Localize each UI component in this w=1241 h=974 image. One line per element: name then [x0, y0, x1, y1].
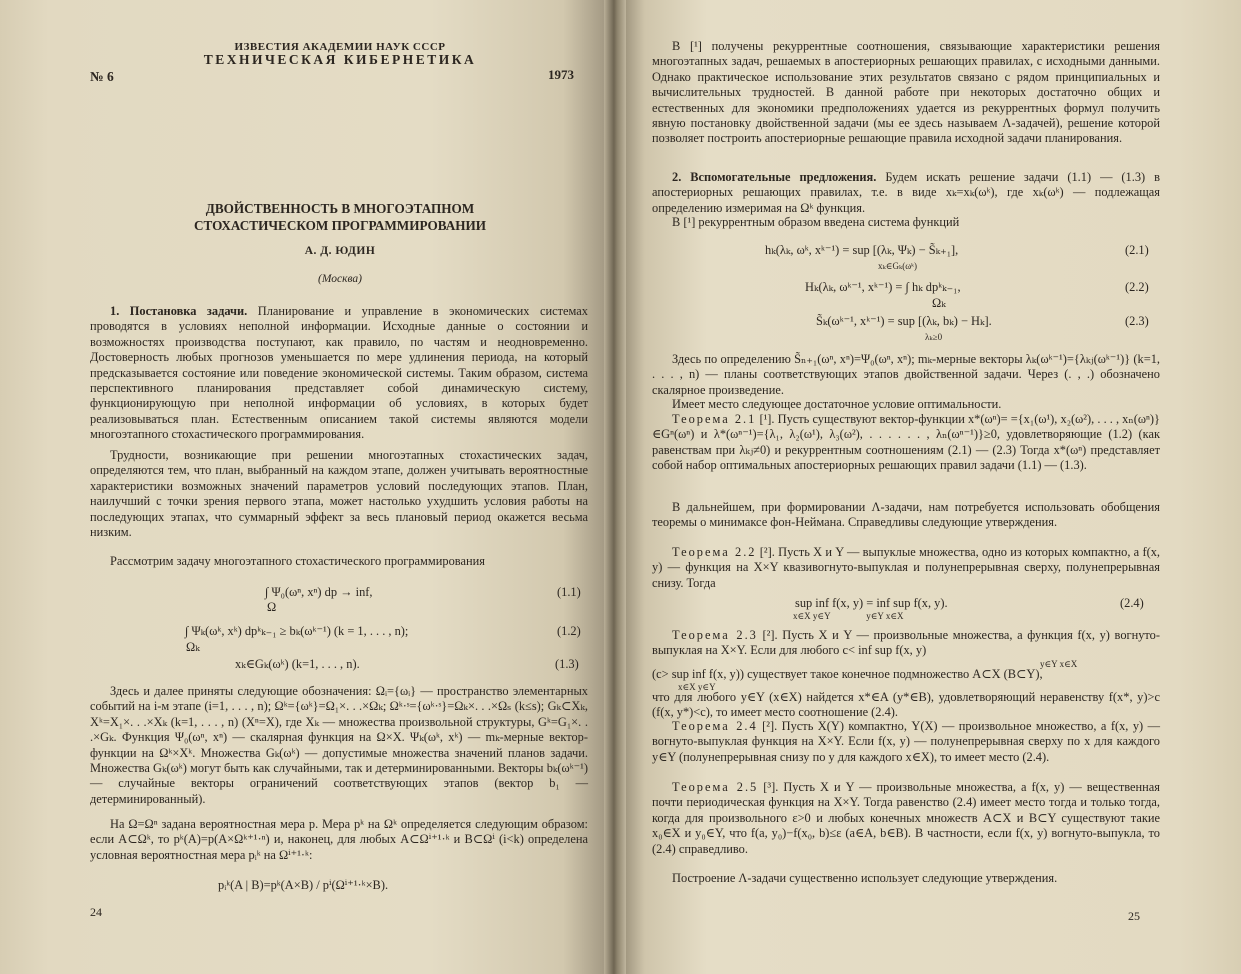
right-page [620, 0, 1241, 974]
page-number-left: 24 [90, 905, 102, 919]
page-number-right: 25 [1128, 909, 1140, 923]
equation-1-2: ∫ Ψₖ(ωᵏ, xᵏ) dpᵏₖ₋₁ ≥ bₖ(ωᵏ⁻¹) (k = 1, . . . , n); [185, 624, 409, 638]
equation-2-3: S̃ₖ(ωᵏ⁻¹, xᵏ⁻¹) = sup [(λₖ, bₖ) − Hₖ]. [816, 314, 992, 328]
journal-header: ИЗВЕСТИЯ АКАДЕМИИ НАУК СССР [234, 41, 446, 53]
equation-2-4-number: (2.4) [1120, 596, 1144, 610]
article-title-line1: ДВОЙСТВЕННОСТЬ В МНОГОЭТАПНОМ [205, 201, 475, 216]
intro-paragraph: В [¹] получены рекуррентные соотношения, связывающие характеристики решения многоэтапных задач, решаемых в апостериорных решающих правилах, с исходными данными. Однако практическое использование этих результатов связано с рядом принципиальных и вычислительных трудностей. В данной работе при некоторых достаточно общих и естественных для экономики предположениях удается из рекуррентных формул получить явную постановку двойственной задачи (мы ее здесь называем Λ-задачей), решение которой позволяет построить апостериорные решающие правила исходной задачи планирования. [652, 39, 1160, 146]
equation-2-2: Hₖ(λₖ, ωᵏ⁻¹, xᵏ⁻¹) = ∫ hₖ dpᵏₖ₋₁, [805, 280, 961, 294]
equation-2-4-subscript: x∈X y∈Y y∈Y x∈X [793, 611, 904, 621]
theorem-text: [²]. Пусть X и Y — произвольные множества, а функция f(x, y) вогнуто-выпуклая на X×Y. Если для любого c< inf sup f(x, y) [652, 628, 1160, 658]
left-page [0, 0, 612, 974]
paragraph-text: Будем искать решение задачи (1.1) — (1.3) в апостериорных решающих правилах, т.е. в виде xₖ=xₖ(ωᵏ), где xₖ(ωᵏ) — подлежащая определению измеримая на Ωᵏ функция. [652, 170, 1160, 215]
equation-1-3-number: (1.3) [555, 657, 579, 671]
section1-paragraph5: На Ω=Ωⁿ задана вероятностная мера p. Мера pᵏ на Ωᵏ определяется следующим образом: если A⊂Ωᵏ, то pᵏ(A)=p(A×Ωᵏ⁺¹·ⁿ) и, наконец, для любых A⊂Ωⁱ⁺¹·ᵏ и B⊂Ωⁱ (i<k) определена условная вероятностная мера pᵢᵏ на Ωⁱ⁺¹·ᵏ: [90, 817, 588, 862]
equation-2-1-subscript: xₖ∈Gₖ(ωᵏ) [878, 261, 917, 271]
theorem-text: [³]. Пусть X и Y — произвольные множества, а f(x, y) — вещественная почти периодическая функция на X×Y. Тогда равенство (2.4) имеет место тогда и только тогда, когда для произвольного ε>0 и любых конечных множеств A⊂X и B⊂Y существуют такие x₀∈X и y₀∈Y, что f(a, y₀)−f(x₀, b)≤ε (a∈A, b∈B). В частности, если f(x, y) вогнуто-выпукла, то (2.4) справедливо. [652, 780, 1161, 856]
theorem-2-2 [652, 545, 1160, 591]
section1-paragraph1 [90, 304, 588, 454]
theorem-2-3-subscript1: y∈Y x∈X [1040, 659, 1078, 669]
theorem-2-1 [652, 412, 1160, 502]
section2-paragraph6: Построение Λ-задачи существенно использует следующие утверждения. [672, 871, 1058, 885]
equation-2-2-subscript: Ωₖ [932, 296, 946, 310]
equation-1-3: xₖ∈Gₖ(ωᵏ) (k=1, . . . , n). [235, 657, 360, 671]
equation-2-1: hₖ(λₖ, ωᵏ, xᵏ⁻¹) = sup [(λₖ, Ψₖ) − S̃ₖ₊₁], [765, 243, 959, 257]
section1-paragraph4: Здесь и далее приняты следующие обозначения: Ωᵢ={ωᵢ} — пространство элементарных событий на i-м этапе (i=1, . . . , n); Ωᵏ={ωᵏ}=Ω₁×. . .×Ωₖ; Ωᵏ·ˢ={ωᵏ·ˢ}=Ωₖ×. . .×Ωₛ (k≤s); Gₖ⊂Xₖ, Xᵏ=X₁×. . .×Xₖ (k=1, . . . , n) (Xⁿ=X), где Xₖ — множества произвольной структуры, Gᵏ=G₁×. . .×Gₖ. Функция Ψ₀(ωⁿ, xⁿ) — скалярная функция на Ω×X. Ψₖ(ωᵏ, xᵏ) — mₖ-мерные вектор-функции на Ωᵏ×Xᵏ. Множества Gₖ(ωᵏ) — допустимые множества значений планов задачи. Множества Gₖ(ωᵏ) могут быть как случайными, так и детерминированными. Векторы bₖ(ωᵏ⁻¹) — случайные векторы ограничений соответствующих этапов (вектор b₁ — детерминированный). [90, 684, 588, 806]
theorem-2-4-label: Теорема 2.4 [672, 719, 758, 733]
equation-1-2-number: (1.2) [557, 624, 581, 638]
theorem-2-1-label: Теорема 2.1 [672, 412, 757, 426]
theorem-2-5 [652, 780, 1160, 875]
theorem-2-4 [652, 719, 1160, 781]
section2-paragraph1 [652, 170, 1160, 218]
equation-2-2-number: (2.2) [1125, 280, 1149, 294]
section1-heading: 1. Постановка задачи. [110, 304, 248, 318]
author-name: А. Д. ЮДИН [304, 245, 376, 257]
theorem-text: [²]. Пусть X(Y) компактно, Y(X) — произвольное множество, а f(x, y) — вогнуто-выпуклая функция на X×Y. Если f(x, y) — полунепрерывная сверху по x для каждого y∈Y (полунепрерывная снизу по y для каждого x∈X), то имеет место (2.4). [652, 719, 1160, 764]
theorem-2-3-line3: что для любого y∈Y (x∈X) найдется x*∈A (y*∈B), удовлетворяющий неравенству f(x*, y)>c (f(x, y*)<c), то имеет место соотношение (2.4). [652, 690, 1160, 720]
equation-1-2-subscript: Ωₖ [186, 640, 200, 654]
theorem-2-3-subscript2: x∈X y∈Y [678, 682, 716, 692]
theorem-text: [²]. Пусть X и Y — выпуклые множества, одно из которых компактно, a f(x, y) — функция на X×Y квазивогнуто-выпуклая и полунепрерывная сверху, полунепрерывная снизу. Тогда [652, 545, 1161, 590]
equation-1-1-subscript: Ω [267, 600, 277, 614]
section2-paragraph2: В [¹] рекуррентным образом введена система функций [672, 215, 960, 229]
book-gutter [604, 0, 626, 974]
issue-number: № 6 [90, 69, 114, 84]
author-location: (Москва) [318, 273, 362, 285]
equation-2-1-number: (2.1) [1125, 243, 1149, 257]
theorem-2-3-line1 [652, 628, 1160, 659]
theorem-2-5-label: Теорема 2.5 [672, 780, 759, 794]
section1-paragraph2: Трудности, возникающие при решении многоэтапных стохастических задач, определяются тем, что план, выбранный на каждом этапе, должен учитывать вероятностные характеристики возможных значений параметров условий последующих этапов. План, наилучший с точки зрения первого этапа, может настолько ухудшить условия работы на последующих этапах, что суммарный эффект за весь плановый период окажется весьма низким. [90, 448, 588, 540]
section2-heading: 2. Вспомогательные предложения. [672, 170, 877, 184]
equation-2-4: sup inf f(x, y) = inf sup f(x, y). [795, 596, 948, 610]
paragraph-text: Планирование и управление в экономических системах проводятся в условиях неполной информации. Исходные данные о состоянии и возможностях производства поступают, как правило, по частям и неодновременно. Достоверность любых прогнозов уменьшается по мере удлинения периода, на который предсказывается состояние или поведение экономической системы. Таким образом, система перспективного планирования представляет собой динамическую систему, функционирующую при неполной информации об условиях, в которых будет реализовываться план. Естественным описанием такой системы являются модели многоэтапного стохастического программирования. [90, 304, 588, 442]
equation-1-1-number: (1.1) [557, 585, 581, 599]
theorem-text: [¹]. Пусть существуют вектор-функции x*(ωⁿ)= ={x₁(ω¹), x₂(ω²), . . . , xₙ(ωⁿ)}∈Gⁿ(ωⁿ) и λ*(ωⁿ⁻¹)={λ₁, λ₂(ω¹), λ₃(ω²), . . . . . . , λₙ(ωⁿ⁻¹)}≥0, удовлетворяющие (1.2) (как равенствам при λₖⱼ≠0) и рекуррентным соотношениям (2.1) — (2.3) Тогда x*(ωⁿ) представляет собой набор оптимальных апостериорных решающих правил задачи (1.1) — (1.3). [652, 412, 1160, 473]
section1-paragraph3: Рассмотрим задачу многоэтапного стохастического программирования [110, 554, 485, 568]
equation-conditional-measure: pᵢᵏ(A | B)=pᵏ(A×B) / pⁱ(Ωⁱ⁺¹·ᵏ×B). [218, 878, 389, 892]
publication-year: 1973 [548, 67, 574, 82]
article-title-line2: СТОХАСТИЧЕСКОМ ПРОГРАММИРОВАНИИ [194, 218, 486, 233]
section2-paragraph3: Здесь по определению S̃ₙ₊₁(ωⁿ, xⁿ)=Ψ₀(ωⁿ, xⁿ); mₖ-мерные векторы λₖ(ωᵏ⁻¹)={λₖⱼ(ωᵏ⁻¹)} (k=1, . . . , n) — планы соответствующих этапов двойственной задачи. Через (. , .) обозначено скалярное произведение. [652, 352, 1160, 397]
section2-paragraph5: В дальнейшем, при формировании Λ-задачи, нам потребуется использовать обобщения теоремы о минимаксе фон-Неймана. Справедливы следующие утверждения. [652, 500, 1160, 530]
equation-2-3-number: (2.3) [1125, 314, 1149, 328]
equation-1-1: ∫ Ψ₀(ωⁿ, xⁿ) dp → inf, [265, 585, 373, 599]
theorem-2-2-label: Теорема 2.2 [672, 545, 757, 559]
equation-2-3-subscript: λₖ≥0 [925, 332, 943, 342]
theorem-2-3-label: Теорема 2.3 [672, 628, 758, 642]
section2-paragraph4: Имеет место следующее достаточное условие оптимальности. [672, 397, 1002, 411]
theorem-2-3-line2: (c> sup inf f(x, y)) существует такое конечное подмножество A⊂X (B⊂Y), [652, 667, 1043, 681]
journal-title: ТЕХНИЧЕСКАЯ КИБЕРНЕТИКА [203, 52, 477, 67]
